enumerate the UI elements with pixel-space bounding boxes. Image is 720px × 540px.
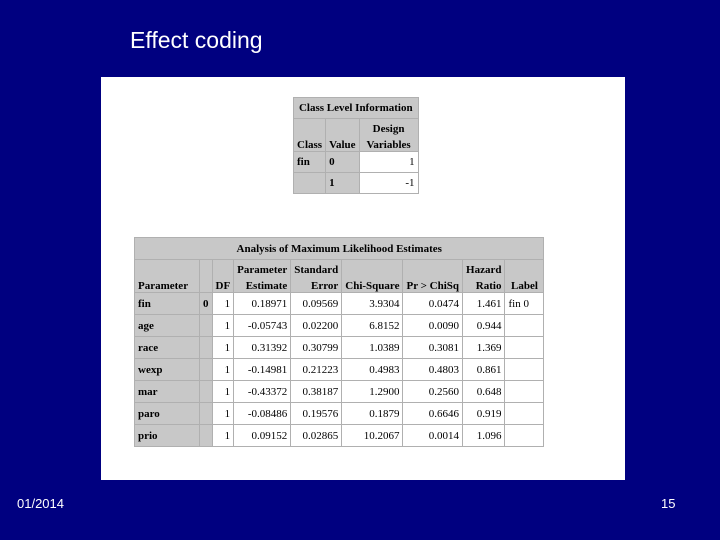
slide-title: Effect coding <box>130 27 263 53</box>
mle-caption: Analysis of Maximum Likelihood Estimates <box>135 238 544 260</box>
row-header-level <box>200 425 213 447</box>
hazard-ratio-cell: 1.369 <box>463 337 505 359</box>
row-header-parameter: mar <box>135 381 200 403</box>
p-value-cell: 0.4803 <box>403 359 463 381</box>
class-level-table <box>293 97 419 194</box>
chi-square-cell: 1.0389 <box>342 337 403 359</box>
row-header-value: 0 <box>326 152 360 173</box>
mle-table <box>134 237 544 447</box>
hazard-ratio-cell: 0.648 <box>463 381 505 403</box>
df-cell: 1 <box>212 425 234 447</box>
row-header-class: fin <box>294 152 326 173</box>
standard-error-cell: 0.19576 <box>291 403 342 425</box>
header-design-line1: Design <box>359 119 418 136</box>
row-header-value: 1 <box>326 173 360 194</box>
label-cell <box>505 315 544 337</box>
hazard-ratio-cell: 1.096 <box>463 425 505 447</box>
estimate-cell: -0.08486 <box>234 403 291 425</box>
row-header-level <box>200 315 213 337</box>
footer-date: 01/2014 <box>17 496 64 511</box>
chi-square-cell: 10.2067 <box>342 425 403 447</box>
chi-square-cell: 0.4983 <box>342 359 403 381</box>
header-design-line2: Variables <box>359 135 418 152</box>
row-header-class <box>294 173 326 194</box>
row-header-level <box>200 403 213 425</box>
row-header-parameter: fin <box>135 293 200 315</box>
page-number: 15 <box>661 496 676 511</box>
table-row <box>135 381 544 403</box>
df-cell: 1 <box>212 359 234 381</box>
header-df: DF <box>212 260 234 293</box>
table-row <box>135 359 544 381</box>
header-se-line1: Standard <box>291 260 342 277</box>
row-header-level <box>200 359 213 381</box>
row-header-level: 0 <box>200 293 213 315</box>
estimate-cell: 0.18971 <box>234 293 291 315</box>
standard-error-cell: 0.02200 <box>291 315 342 337</box>
df-cell: 1 <box>212 315 234 337</box>
hazard-ratio-cell: 0.919 <box>463 403 505 425</box>
row-header-parameter: age <box>135 315 200 337</box>
table-row <box>294 173 419 194</box>
chi-square-cell: 0.1879 <box>342 403 403 425</box>
chi-square-cell: 3.9304 <box>342 293 403 315</box>
table-row <box>135 293 544 315</box>
p-value-cell: 0.0090 <box>403 315 463 337</box>
row-header-parameter: paro <box>135 403 200 425</box>
chi-square-cell: 6.8152 <box>342 315 403 337</box>
table-row <box>135 337 544 359</box>
table-row <box>135 425 544 447</box>
header-value: Value <box>326 119 360 152</box>
label-cell <box>505 425 544 447</box>
row-header-parameter: wexp <box>135 359 200 381</box>
header-estimate-line2: Estimate <box>234 276 291 293</box>
header-hr-line1: Hazard <box>463 260 505 277</box>
estimate-cell: 0.09152 <box>234 425 291 447</box>
label-cell: fin 0 <box>505 293 544 315</box>
p-value-cell: 0.6646 <box>403 403 463 425</box>
header-p: Pr > ChiSq <box>403 260 463 293</box>
header-parameter: Parameter <box>135 260 200 293</box>
row-header-level <box>200 337 213 359</box>
p-value-cell: 0.3081 <box>403 337 463 359</box>
output-panel <box>101 77 625 480</box>
design-variable-cell: -1 <box>359 173 418 194</box>
table-row <box>135 315 544 337</box>
header-chisq: Chi-Square <box>342 260 403 293</box>
p-value-cell: 0.0014 <box>403 425 463 447</box>
row-header-parameter: prio <box>135 425 200 447</box>
p-value-cell: 0.2560 <box>403 381 463 403</box>
header-estimate-line1: Parameter <box>234 260 291 277</box>
standard-error-cell: 0.21223 <box>291 359 342 381</box>
df-cell: 1 <box>212 381 234 403</box>
header-class: Class <box>294 119 326 152</box>
hazard-ratio-cell: 1.461 <box>463 293 505 315</box>
estimate-cell: -0.43372 <box>234 381 291 403</box>
df-cell: 1 <box>212 293 234 315</box>
label-cell <box>505 359 544 381</box>
header-level <box>200 260 213 293</box>
table-row <box>294 152 419 173</box>
estimate-cell: 0.31392 <box>234 337 291 359</box>
df-cell: 1 <box>212 403 234 425</box>
header-hr-line2: Ratio <box>463 276 505 293</box>
estimate-cell: -0.05743 <box>234 315 291 337</box>
chi-square-cell: 1.2900 <box>342 381 403 403</box>
design-variable-cell: 1 <box>359 152 418 173</box>
df-cell: 1 <box>212 337 234 359</box>
class-level-caption: Class Level Information <box>294 98 419 119</box>
hazard-ratio-cell: 0.944 <box>463 315 505 337</box>
standard-error-cell: 0.02865 <box>291 425 342 447</box>
row-header-level <box>200 381 213 403</box>
estimate-cell: -0.14981 <box>234 359 291 381</box>
standard-error-cell: 0.38187 <box>291 381 342 403</box>
header-se-line2: Error <box>291 276 342 293</box>
header-label: Label <box>505 260 544 293</box>
table-row <box>135 403 544 425</box>
label-cell <box>505 381 544 403</box>
standard-error-cell: 0.30799 <box>291 337 342 359</box>
row-header-parameter: race <box>135 337 200 359</box>
label-cell <box>505 403 544 425</box>
standard-error-cell: 0.09569 <box>291 293 342 315</box>
p-value-cell: 0.0474 <box>403 293 463 315</box>
label-cell <box>505 337 544 359</box>
hazard-ratio-cell: 0.861 <box>463 359 505 381</box>
mle-table-body <box>135 293 544 447</box>
